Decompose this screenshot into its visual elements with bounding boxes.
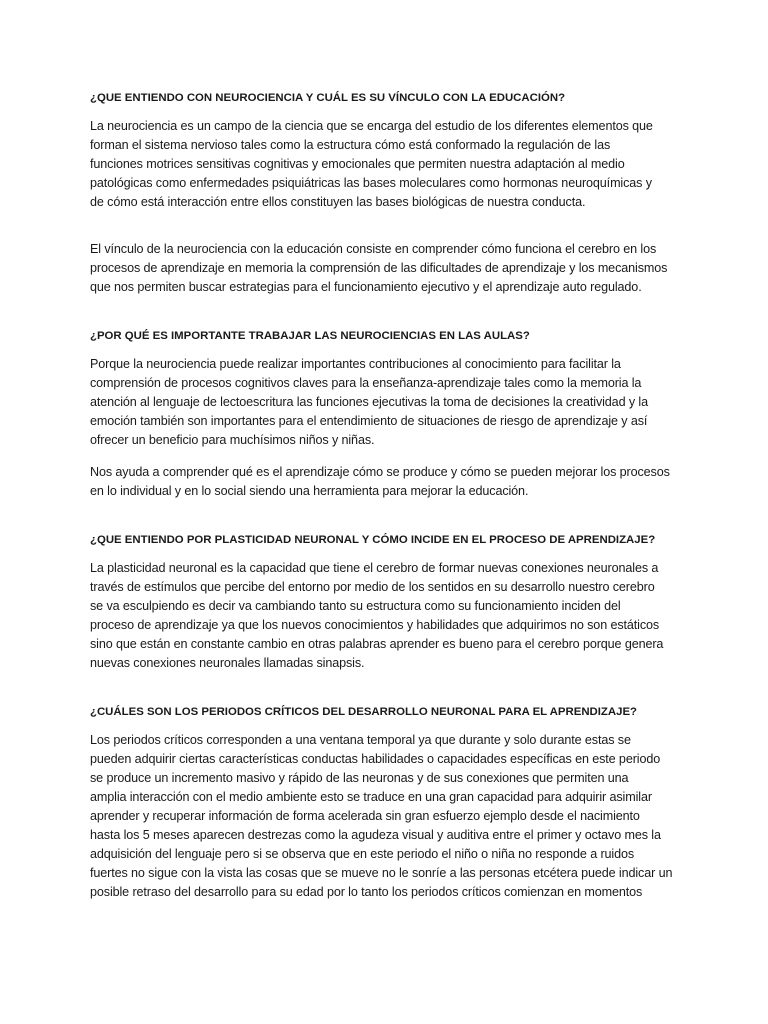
paragraph	[90, 355, 682, 450]
text-line: atención al lenguaje de lectoescritura las funciones ejecutivas la toma de decisiones la creatividad y la	[90, 395, 648, 409]
text-line: proceso de aprendizaje ya que los nuevos conocimientos y habilidades que adquirimos no son estáticos	[90, 618, 660, 632]
text-line: El vínculo de la neurociencia con la educación consiste en comprender cómo funciona el cerebro en los	[90, 242, 657, 256]
text-line: de cómo está interacción entre ellos constituyen las bases biológicas de nuestra conducta.	[90, 195, 586, 209]
text-line: La plasticidad neuronal es la capacidad que tiene el cerebro de formar nuevas conexiones neuronales a	[90, 561, 659, 575]
text-line: emoción también son importantes para el entendimiento de situaciones de riesgo de aprendizaje y así	[90, 414, 648, 428]
text-line: Nos ayuda a comprender qué es el aprendizaje cómo se produce y cómo se pueden mejorar los procesos	[90, 465, 670, 479]
text-line: fuertes no sigue con la vista las cosas que se mueve no le sonríe a las personas etcétera puede indicar un	[90, 866, 673, 880]
text-line: se va esculpiendo es decir va cambiando tanto su estructura como su funcionamiento inciden del	[90, 599, 621, 613]
text-line: sino que están en constante cambio en otras palabras aprender es bueno para el cerebro porque genera	[90, 637, 664, 651]
text-line: posible retraso del desarrollo para su edad por lo tanto los periodos críticos comienzan en momentos	[90, 885, 643, 899]
text-line: Porque la neurociencia puede realizar importantes contribuciones al conocimiento para facilitar la	[90, 357, 621, 371]
paragraph	[90, 240, 682, 297]
text-line: La neurociencia es un campo de la ciencia que se encarga del estudio de los diferentes elementos que	[90, 119, 653, 133]
text-line: adquisición del lenguaje pero si se observa que en este periodo el niño o niña no responde a ruidos	[90, 847, 635, 861]
paragraph	[90, 117, 682, 212]
paragraph	[90, 731, 682, 902]
text-line: pueden adquirir ciertas características conductas habilidades o capacidades específicas en este periodo	[90, 752, 661, 766]
text-line: amplia interacción con el medio ambiente esto se traduce en una gran capacidad para adquirir asimilar	[90, 790, 652, 804]
text-line: nuevas conexiones neuronales llamadas sinapsis.	[90, 656, 365, 670]
text-line: aprender y recuperar información de forma acelerada sin gran esfuerzo ejemplo desde el nacimiento	[90, 809, 640, 823]
text-line: que nos permiten buscar estrategias para el funcionamiento ejecutivo y el aprendizaje auto regulado.	[90, 280, 642, 294]
paragraph	[90, 463, 682, 501]
text-line: forman el sistema nervioso tales como la estructura cómo está conformado la regulación de las	[90, 138, 611, 152]
section-heading: ¿POR QUÉ ES IMPORTANTE TRABAJAR LAS NEUROCIENCIAS EN LAS AULAS?	[90, 330, 530, 342]
paragraph	[90, 559, 682, 673]
text-line: ofrecer un beneficio para muchísimos niños y niñas.	[90, 433, 375, 447]
text-line: hasta los 5 meses aparecen destrezas como la agudeza visual y auditiva entre el primer y octavo mes la	[90, 828, 661, 842]
text-line: en lo individual y en lo social siendo una herramienta para mejorar la educación.	[90, 484, 529, 498]
text-line: funciones motrices sensitivas cognitivas y emocionales que permiten nuestra adaptación al medio	[90, 157, 625, 171]
text-line: Los periodos críticos corresponden a una ventana temporal ya que durante y solo durante estas se	[90, 733, 631, 747]
text-line: patológicas como enfermedades psiquiátricas las bases moleculares como hormonas neuroquímicas y	[90, 176, 652, 190]
text-line: comprensión de procesos cognitivos claves para la enseñanza-aprendizaje tales como la memoria la	[90, 376, 642, 390]
document-page	[90, 89, 682, 902]
section-heading: ¿QUE ENTIENDO CON NEUROCIENCIA Y CUÁL ES SU VÍNCULO CON LA EDUCACIÓN?	[90, 92, 566, 104]
text-line: se produce un incremento masivo y rápido de las neuronas y de sus conexiones que permiten una	[90, 771, 629, 785]
text-line: través de estímulos que percibe del entorno por medio de los sentidos en su desarrollo nuestro cerebro	[90, 580, 655, 594]
text-line: procesos de aprendizaje en memoria la comprensión de las dificultades de aprendizaje y los mecanismos	[90, 261, 668, 275]
section-heading: ¿QUE ENTIENDO POR PLASTICIDAD NEURONAL Y CÓMO INCIDE EN EL PROCESO DE APRENDIZAJE?	[90, 534, 656, 546]
section-heading: ¿CUÁLES SON LOS PERIODOS CRÍTICOS DEL DESARROLLO NEURONAL PARA EL APRENDIZAJE?	[90, 706, 638, 718]
